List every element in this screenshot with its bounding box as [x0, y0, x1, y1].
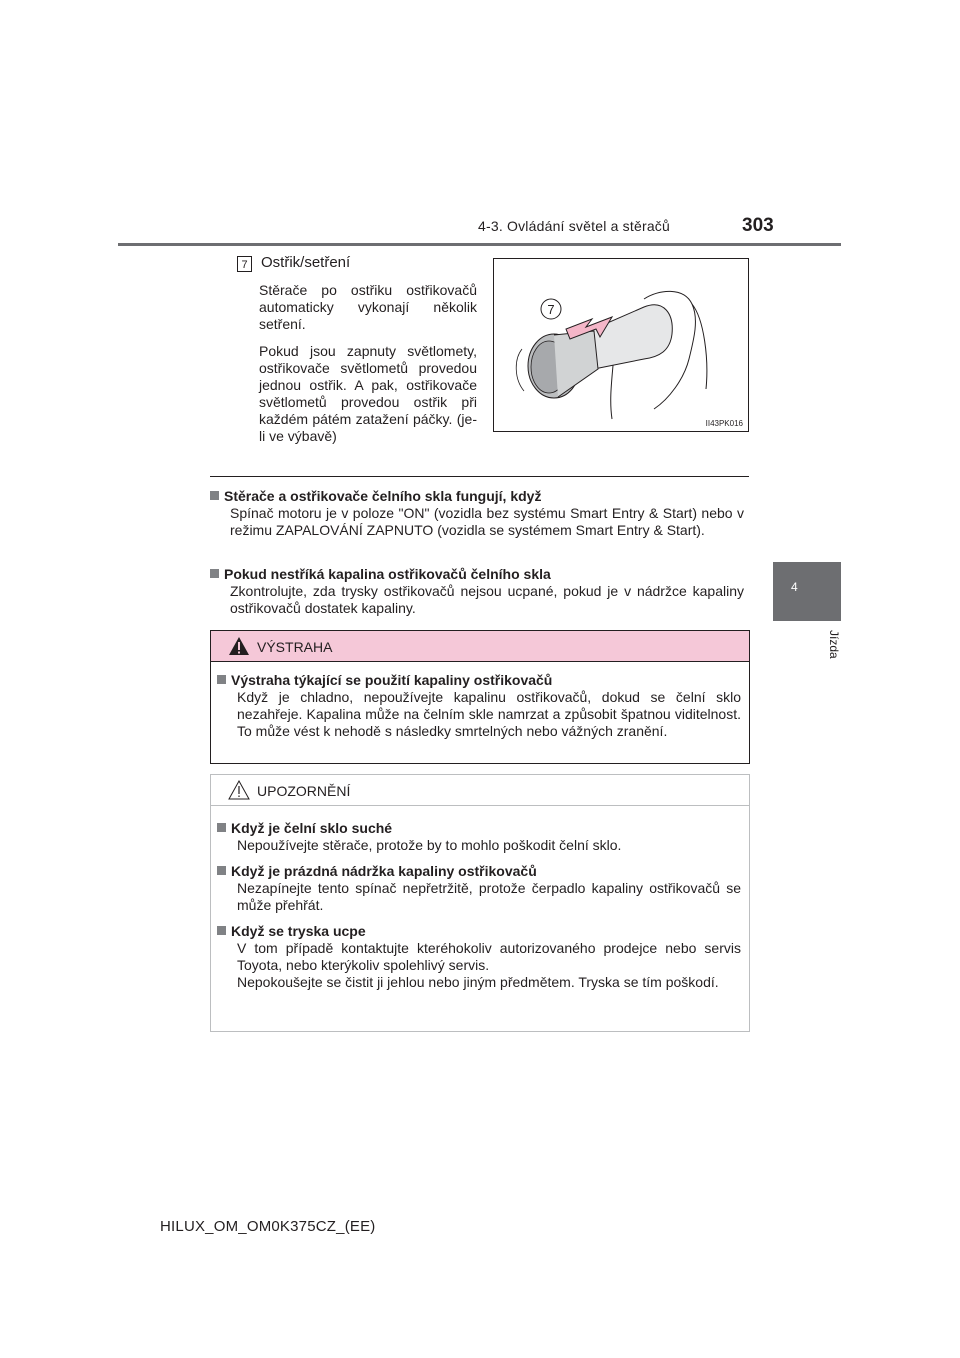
- caution-body: V tom případě kontaktujte kteréhokoliv autorizovaného prodejce nebo servis Toyota, nebo kterýkoliv spolehlivý servis.: [237, 940, 741, 973]
- note-heading: Stěrače a ostřikovače čelního skla fungují, když: [224, 488, 542, 504]
- caution-heading: Když je čelní sklo suché: [231, 820, 393, 836]
- note-operation-conditions: [210, 487, 744, 539]
- figure-code: II43PK016: [705, 419, 743, 428]
- chapter-number: 4: [791, 580, 798, 594]
- bullet-square-icon: [217, 926, 226, 935]
- header-divider: [118, 243, 841, 246]
- warning-triangle-icon: [228, 636, 250, 656]
- item-title: Ostřik/setření: [261, 254, 351, 271]
- warning-title: VÝSTRAHA: [257, 639, 333, 655]
- caution-body: Nepoužívejte stěrače, protože by to mohlo poškodit čelní sklo.: [237, 837, 622, 853]
- note-no-spray: [210, 565, 744, 617]
- figure-callout: 7: [547, 302, 555, 317]
- caution-heading: Když se tryska ucpe: [231, 923, 366, 939]
- caution-heading: Když je prázdná nádržka kapaliny ostřikovačů: [231, 863, 537, 879]
- note-heading: Pokud nestříká kapalina ostřikovačů čelního skla: [224, 566, 551, 582]
- caution-item-clogged-nozzle: [217, 922, 741, 991]
- document-code-footer: HILUX_OM_OM0K375CZ_(EE): [160, 1218, 376, 1235]
- section-divider: [210, 476, 749, 477]
- warning-body: Když je chladno, nepoužívejte kapalinu ostřikovačů, dokud se čelní sklo nezahřeje. Kapalina může na čelním skle namrzat a způsobit špatnou viditelnost. To může vést k nehodě s následky smrtelných nebo vážných zranění.: [237, 689, 741, 739]
- bullet-square-icon: [217, 675, 226, 684]
- caution-title: UPOZORNĚNÍ: [257, 783, 351, 799]
- chapter-label: Jízda: [827, 630, 841, 659]
- bullet-square-icon: [217, 866, 226, 875]
- warning-note: [217, 671, 741, 740]
- note-body: Spínač motoru je v poloze "ON" (vozidla bez systému Smart Entry & Start) nebo v režimu ZAPALOVÁNÍ ZAPNUTO (vozidla se systémem Smart Entry & Start).: [230, 505, 744, 538]
- item-paragraph-1: Stěrače po ostřiku ostřikovačů automaticky vykonají několik setření.: [259, 282, 477, 332]
- item-paragraph-2: Pokud jsou zapnuty světlomety, ostřikovače světlometů provedou jednou ostřik. A pak, ostřikovače světlometů provedou ostřik při každém pátém zatažení páčky. (je-li ve výbavě): [259, 343, 477, 444]
- caution-item-empty-tank: [217, 862, 741, 914]
- wiper-lever-illustration: [493, 258, 749, 432]
- caution-box: [210, 774, 750, 1032]
- caution-item-dry-glass: [217, 819, 741, 854]
- bullet-square-icon: [217, 823, 226, 832]
- bullet-square-icon: [210, 491, 219, 500]
- caution-body-continued: Nepokoušejte se čistit ji jehlou nebo jiným předmětem. Tryska se tím poškodí.: [237, 974, 719, 990]
- chapter-tab[interactable]: [773, 562, 841, 621]
- page-number: 303: [742, 215, 774, 236]
- note-body: Zkontrolujte, zda trysky ostřikovačů nejsou ucpané, pokud je v nádržce kapaliny ostřikovačů dostatek kapaliny.: [230, 583, 744, 616]
- bullet-square-icon: [210, 569, 219, 578]
- warning-box: [210, 630, 750, 764]
- lever-drawing-icon: [494, 259, 748, 431]
- caution-header: [211, 775, 749, 806]
- warning-header: [211, 631, 749, 662]
- item-description: [259, 282, 477, 455]
- warning-heading: Výstraha týkající se použití kapaliny ostřikovačů: [231, 672, 553, 688]
- caution-body: Nezapínejte tento spínač nepřetržitě, protože čerpadlo kapaliny ostřikovačů se může přehřát.: [237, 880, 741, 913]
- item-number-badge: 7: [237, 256, 252, 272]
- caution-triangle-icon: [228, 780, 250, 800]
- section-title: 4-3. Ovládání světel a stěračů: [478, 218, 670, 234]
